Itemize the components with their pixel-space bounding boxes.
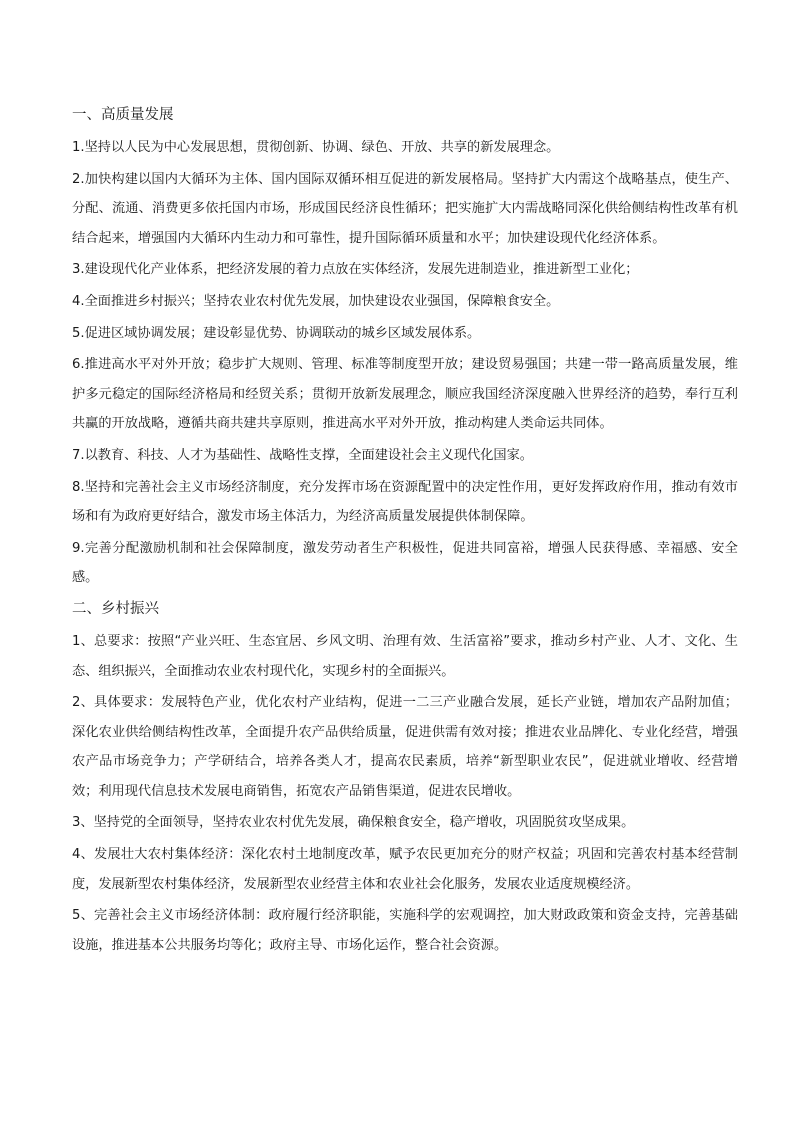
list-item: 8.坚持和完善社会主义市场经济制度，充分发挥市场在资源配置中的决定性作用，更好发挥政府作用，推动有效市场和有为政府更好结合，激发市场主体活力，为经济高质量发展提供体制保障。	[72, 479, 738, 525]
document-body	[72, 101, 738, 962]
list-item: 5.促进区域协调发展；建设彰显优势、协调联动的城乡区域发展体系。	[72, 325, 481, 341]
list-item: 3、坚持党的全面领导，坚持农业农村优先发展，确保粮食安全，稳产增收，巩固脱贫攻坚成果。	[72, 815, 635, 831]
list-item: 2、具体要求：发展特色产业，优化农村产业结构，促进一二三产业融合发展，延长产业链，增加农产品附加值；深化农业供给侧结构性改革，全面提升农产品供给质量，促进供需有效对接；推进农业品牌化、专业化经营，增强农产品市场竞争力；产学研结合，培养各类人才，提高农民素质，培养“新型职业农民”，促进就业增收、经营增效；利用现代信息技术发展电商销售，拓宽农产品销售渠道，促进农民增收。	[72, 695, 738, 799]
list-item: 4.全面推进乡村振兴；坚持农业农村优先发展，加快建设农业强国，保障粮食安全。	[72, 293, 560, 309]
list-item: 1.坚持以人民为中心发展思想，贯彻创新、协调、绿色、开放、共享的新发展理念。	[72, 140, 560, 155]
list-item: 4、发展壮大农村集体经济：深化农村土地制度改革，赋予农民更加充分的财产权益；巩固和完善农村基本经营制度，发展新型农村集体经济，发展新型农业经营主体和农业社会化服务，发展农业适度规模经济。	[72, 847, 738, 892]
list-item: 9.完善分配激励机制和社会保障制度，激发劳动者生产积极性，促进共同富裕，增强人民获得感、幸福感、安全感。	[72, 540, 738, 586]
list-item: 7.以教育、科技、人才为基础性、战略性支撑，全面建设社会主义现代化国家。	[72, 447, 533, 463]
list-item: 5、完善社会主义市场经济体制：政府履行经济职能，实施科学的宏观调控，加大财政政策和资金支持，完善基础设施，推进基本公共服务均等化；政府主导、市场化运作，整合社会资源。	[72, 908, 738, 953]
list-item: 1、总要求：按照“产业兴旺、生态宜居、乡风文明、治理有效、生活富裕”要求，推动乡村产业、人才、文化、生态、组织振兴，全面推动农业农村现代化，实现乡村的全面振兴。	[72, 633, 738, 679]
section-heading-high-quality-development: 一、高质量发展	[72, 107, 174, 123]
list-item: 6.推进高水平对外开放；稳步扩大规则、管理、标准等制度型开放；建设贸易强国；共建一带一路高质量发展，维护多元稳定的国际经济格局和经贸关系；贯彻开放新发展理念，顺应我国经济深度融入世界经济的趋势，奉行互利共赢的开放战略，遵循共商共建共享原则，推进高水平对外开放，推动构建人类命运共同体。	[72, 357, 738, 432]
list-item: 2.加快构建以国内大循环为主体、国内国际双循环相互促进的新发展格局。坚持扩大内需这个战略基点，使生产、分配、流通、消费更多依托国内市场，形成国民经济良性循环；把实施扩大内需战略同深化供给侧结构性改革有机结合起来，增强国内大循环内生动力和可靠性，提升国际循环质量和水平；加快建设现代化经济体系。	[72, 171, 738, 246]
section-heading-rural-revitalization: 二、乡村振兴	[72, 600, 159, 617]
list-item: 3.建设现代化产业体系，把经济发展的着力点放在实体经济，发展先进制造业，推进新型工业化；	[72, 262, 639, 278]
